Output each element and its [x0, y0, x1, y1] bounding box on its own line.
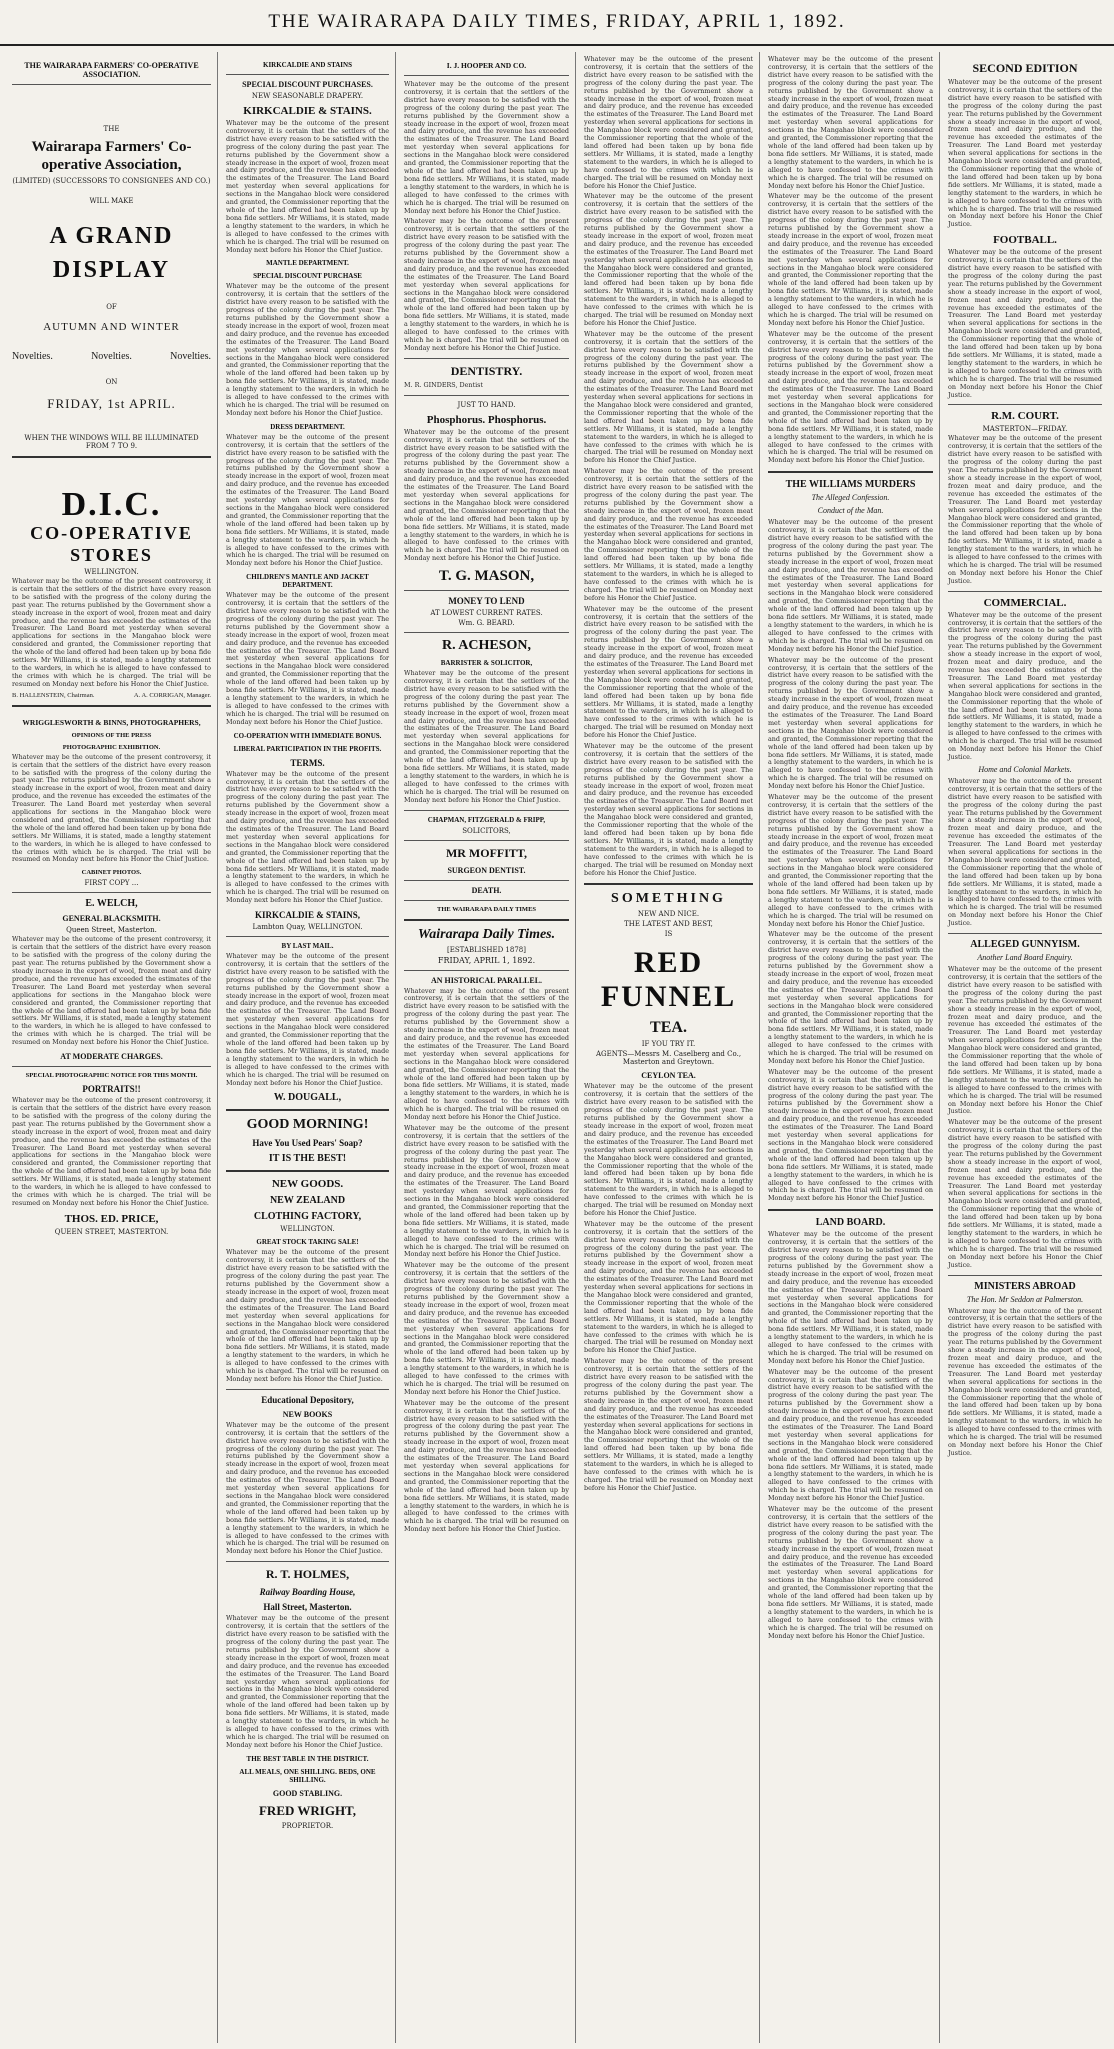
novelty-1: Novelties. [12, 351, 53, 362]
welch-address: Queen Street, Masterton. [66, 926, 157, 935]
dic-wellington: WELLINGTON. [84, 568, 139, 576]
home-colonial: Home and Colonial Markets. [978, 764, 1072, 774]
best-table: THE BEST TABLE IN THE DISTRICT. [246, 1754, 369, 1763]
photographers-title: WRIGGLESWORTH & BINNS, PHOTOGRAPHERS, [22, 717, 201, 727]
surgeon-dentist: SURGEON DENTIST. [447, 865, 526, 875]
mantle-dept: MANTLE DEPARTMENT. [266, 259, 349, 268]
editorial-3: Whatever may be the outcome of the present controversy, it is certain that the settlers of the district have every reason to be satisfied with the progress of the colony during the past year. The returns published by the Government show a steady increase in the export of wool, frozen meat and dairy produce, and the revenue has exceeded the estimates of the Treasurer. The Land Board met yesterday when several applications for sections in the Mangahao block were considered and granted, the Commissioner reporting that the whole of the land offered had been taken up by bona fide settlers. Mr Williams, it is stated, made a lengthy statement to the warders, in which he is alleged to have confessed to the crimes with which he is charged. The trial will be resumed on Monday next before his Honor the Chief Justice. [404, 1261, 569, 1396]
just-to-hand: JUST TO HAND. [457, 400, 516, 409]
another-enquiry: Another Land Board Enquiry. [977, 953, 1073, 963]
grand-display: A GRAND DISPLAY [49, 223, 174, 283]
col5-body-1: Whatever may be the outcome of the present controversy, it is certain that the settlers of the district have every reason to be satisfied with the progress of the colony during the past year. The returns published by the Government show a steady increase in the export of wool, frozen meat and dairy produce, and the revenue has exceeded the estimates of the Treasurer. The Land Board met yesterday when several applications for sections in the Mangahao block were considered and granted, the Commissioner reporting that the whole of the land offered had been taken up by bona fide settlers. Mr Williams, it is stated, made a lengthy statement to the warders, in which he is alleged to have confessed to the crimes with which he is charged. The trial will be resumed on Monday next before his Honor the Chief Justice. [768, 55, 933, 190]
try-it: IF YOU TRY IT. [641, 1040, 696, 1049]
column-3 [398, 52, 576, 2043]
good-morning: GOOD MORNING! [246, 1117, 369, 1133]
historical-parallel: AN HISTORICAL PARALLEL. [430, 975, 543, 985]
educational: Educational Depository, [261, 1394, 354, 1405]
col5-body-2: Whatever may be the outcome of the present controversy, it is certain that the settlers of the district have every reason to be satisfied with the progress of the colony during the past year. The returns published by the Government show a steady increase in the export of wool, frozen meat and dairy produce, and the revenue has exceeded the estimates of the Treasurer. The Land Board met yesterday when several applications for sections in the Mangahao block were considered and granted, the Commissioner reporting that the whole of the land offered had been taken up by bona fide settlers. Mr Williams, it is stated, made a lengthy statement to the warders, in which he is alleged to have confessed to the crimes with which he is charged. The trial will be resumed on Monday next before his Honor the Chief Justice. [768, 192, 933, 327]
special-discount: SPECIAL DISCOUNT PURCHASES. [242, 80, 373, 89]
terms: TERMS. [290, 757, 325, 768]
ceylon-tea: CEYLON TEA. [641, 1071, 696, 1081]
portraits-body: Whatever may be the outcome of the present controversy, it is certain that the settlers of the district have every reason to be satisfied with the progress of the colony during the past year. The returns published by the Government show a steady increase in the export of wool, frozen meat and dairy produce, and the revenue has exceeded the estimates of the Treasurer. The Land Board met yesterday when several applications for sections in the Mangahao block were considered and granted, the Commissioner reporting that the whole of the land offered had been taken up by bona fide settlers. Mr Williams, it is stated, made a lengthy statement to the warders, in which he is alleged to have confessed to the crimes with which he is charged. The trial will be resumed on Monday next before his Honor the Chief Justice. [12, 1096, 211, 1207]
novelty-2: Novelties. [91, 351, 132, 362]
moffitt: MR MOFFITT, [445, 845, 528, 860]
col5-body-4: Whatever may be the outcome of the present controversy, it is certain that the settlers of the district have every reason to be satisfied with the progress of the colony during the past year. The returns published by the Government show a steady increase in the export of wool, frozen meat and dairy produce, and the revenue has exceeded the estimates of the Treasurer. The Land Board met yesterday when several applications for sections in the Mangahao block were considered and granted, the Commissioner reporting that the whole of the land offered had been taken up by bona fide settlers. Mr Williams, it is stated, made a lengthy statement to the warders, in which he is alleged to have confessed to the crimes with which he is charged. The trial will be resumed on Monday next before his Honor the Chief Justice. [768, 518, 933, 653]
will-make: WILL MAKE [89, 197, 134, 205]
column-1 [6, 52, 218, 2043]
col4-body-9: Whatever may be the outcome of the present controversy, it is certain that the settlers of the district have every reason to be satisfied with the progress of the colony during the past year. The returns published by the Government show a steady increase in the export of wool, frozen meat and dairy produce, and the revenue has exceeded the estimates of the Treasurer. The Land Board met yesterday when several applications for sections in the Mangahao block were considered and granted, the Commissioner reporting that the whole of the land offered had been taken up by bona fide settlers. Mr Williams, it is stated, made a lengthy statement to the warders, in which he is alleged to have confessed to the crimes with which he is charged. The trial will be resumed on Monday next before his Honor the Chief Justice. [584, 1357, 753, 1492]
kirk-body-4: Whatever may be the outcome of the present controversy, it is certain that the settlers of the district have every reason to be satisfied with the progress of the colony during the past year. The returns published by the Government show a steady increase in the export of wool, frozen meat and dairy produce, and the revenue has exceeded the estimates of the Treasurer. The Land Board met yesterday when several applications for sections in the Mangahao block were considered and granted, the Commissioner reporting that the whole of the land offered had been taken up by bona fide settlers. Mr Williams, it is stated, made a lengthy statement to the warders, in which he is alleged to have confessed to the crimes with which he is charged. The trial will be resumed on Monday next before his Honor the Chief Justice. [226, 591, 389, 726]
col6-body-3: Whatever may be the outcome of the present controversy, it is certain that the settlers of the district have every reason to be satisfied with the progress of the colony during the past year. The returns published by the Government show a steady increase in the export of wool, frozen meat and dairy produce, and the revenue has exceeded the estimates of the Treasurer. The Land Board met yesterday when several applications for sections in the Mangahao block were considered and granted, the Commissioner reporting that the whole of the land offered had been taken up by bona fide settlers. Mr Williams, it is stated, made a lengthy statement to the warders, in which he is alleged to have confessed to the crimes with which he is charged. The trial will be resumed on Monday next before his Honor the Chief Justice. [948, 434, 1102, 585]
phosphorus: Phosphorus. Phosphorus. [426, 413, 547, 426]
col5-body-11: Whatever may be the outcome of the present controversy, it is certain that the settlers of the district have every reason to be satisfied with the progress of the colony during the past year. The returns published by the Government show a steady increase in the export of wool, frozen meat and dairy produce, and the revenue has exceeded the estimates of the Treasurer. The Land Board met yesterday when several applications for sections in the Mangahao block were considered and granted, the Commissioner reporting that the whole of the land offered had been taken up by bona fide settlers. Mr Williams, it is stated, made a lengthy statement to the warders, in which he is alleged to have confessed to the crimes with which he is charged. The trial will be resumed on Monday next before his Honor the Chief Justice. [768, 1505, 933, 1640]
something: SOMETHING [611, 891, 726, 907]
dic-title: D.I.C. [61, 486, 162, 523]
holmes-body: Whatever may be the outcome of the present controversy, it is certain that the settlers of the district have every reason to be satisfied with the progress of the colony during the past year. The returns published by the Government show a steady increase in the export of wool, frozen meat and dairy produce, and the revenue has exceeded the estimates of the Treasurer. The Land Board met yesterday when several applications for sections in the Mangahao block were considered and granted, the Commissioner reporting that the whole of the land offered had been taken up by bona fide settlers. Mr Williams, it is stated, made a lengthy statement to the warders, in which he is alleged to have confessed to the crimes with which he is charged. The trial will be resumed on Monday next before his Honor the Chief Justice. [226, 1614, 389, 1749]
dic-manager: A. A. CORRIGAN, Manager. [133, 691, 211, 699]
cooperation: CO-OPERATION WITH IMMEDIATE BONUS. [233, 731, 382, 740]
clothing-factory: CLOTHING FACTORY, [253, 1211, 362, 1223]
season-label: AUTUMN AND WINTER [43, 321, 180, 333]
mason-name: T. G. MASON, [438, 568, 535, 585]
railway-house: Railway Boarding House, [259, 1587, 356, 1598]
hooper-body-2: Whatever may be the outcome of the present controversy, it is certain that the settlers of the district have every reason to be satisfied with the progress of the colony during the past year. The returns published by the Government show a steady increase in the export of wool, frozen meat and dairy produce, and the revenue has exceeded the estimates of the Treasurer. The Land Board met yesterday when several applications for sections in the Mangahao block were considered and granted, the Commissioner reporting that the whole of the land offered had been taken up by bona fide settlers. Mr Williams, it is stated, made a lengthy statement to the warders, in which he is alleged to have confessed to the crimes with which he is charged. The trial will be resumed on Monday next before his Honor the Chief Justice. [404, 217, 569, 352]
farmers-header: THE WAIRARAPA FARMERS' CO-OPERATIVE ASSOCIATION. [24, 61, 199, 79]
chapman: CHAPMAN, FITZGERALD & FRIPP, [427, 815, 546, 824]
second-edition: SECOND EDITION [972, 61, 1078, 75]
times-gothic: Wairarapa Daily Times. [417, 926, 556, 942]
new-seasonable: NEW SEASONABLE DRAPERY. [251, 92, 364, 100]
col5-body-5: Whatever may be the outcome of the present controversy, it is certain that the settlers of the district have every reason to be satisfied with the progress of the colony during the past year. The returns published by the Government show a steady increase in the export of wool, frozen meat and dairy produce, and the revenue has exceeded the estimates of the Treasurer. The Land Board met yesterday when several applications for sections in the Mangahao block were considered and granted, the Commissioner reporting that the whole of the land offered had been taken up by bona fide settlers. Mr Williams, it is stated, made a lengthy statement to the warders, in which he is alleged to have confessed to the crimes with which he is charged. The trial will be resumed on Monday next before his Honor the Chief Justice. [768, 655, 933, 791]
williams-sub: The Alleged Confession. [811, 493, 890, 503]
new-books: NEW BOOKS [282, 1409, 333, 1419]
phosphorus-body: Whatever may be the outcome of the present controversy, it is certain that the settlers of the district have every reason to be satisfied with the progress of the colony during the past year. The returns published by the Government show a steady increase in the export of wool, frozen meat and dairy produce, and the revenue has exceeded the estimates of the Treasurer. The Land Board met yesterday when several applications for sections in the Mangahao block were considered and granted, the Commissioner reporting that the whole of the land offered had been taken up by bona fide settlers. Mr Williams, it is stated, made a lengthy statement to the warders, in which he is alleged to have confessed to the crimes with which he is charged. The trial will be resumed on Monday next before his Honor the Chief Justice. [404, 427, 569, 563]
dic-stores: CO-OPERATIVE STORES [30, 523, 193, 565]
moderate-charges: AT MODERATE CHARGES. [60, 1052, 163, 1062]
solicitors: SOLICITORS, [462, 826, 511, 835]
col6-body-4: Whatever may be the outcome of the present controversy, it is certain that the settlers of the district have every reason to be satisfied with the progress of the colony during the past year. The returns published by the Government show a steady increase in the export of wool, frozen meat and dairy produce, and the revenue has exceeded the estimates of the Treasurer. The Land Board met yesterday when several applications for sections in the Mangahao block were considered and granted, the Commissioner reporting that the whole of the land offered had been taken up by bona fide settlers. Mr Williams, it is stated, made a lengthy statement to the warders, in which he is alleged to have confessed to the crimes with which he is charged. The trial will be resumed on Monday next before his Honor the Chief Justice. [948, 610, 1102, 761]
photo-exhibition: PHOTOGRAPHIC EXHIBITION. [62, 743, 161, 751]
commercial: COMMERCIAL. [983, 596, 1067, 609]
kirk-top: KIRKCALDIE AND STAINS [263, 61, 352, 69]
col5-body-8: Whatever may be the outcome of the present controversy, it is certain that the settlers of the district have every reason to be satisfied with the progress of the colony during the past year. The returns published by the Government show a steady increase in the export of wool, frozen meat and dairy produce, and the revenue has exceeded the estimates of the Treasurer. The Land Board met yesterday when several applications for sections in the Mangahao block were considered and granted, the Commissioner reporting that the whole of the land offered had been taken up by bona fide settlers. Mr Williams, it is stated, made a lengthy statement to the warders, in which he is alleged to have confessed to the crimes with which he is charged. The trial will be resumed on Monday next before his Honor the Chief Justice. [768, 1067, 933, 1203]
childrens-dept: CHILDREN'S MANTLE AND JACKET DEPARTMENT. [246, 573, 369, 590]
of-label: OF [106, 303, 117, 311]
display-date: FRIDAY, 1st APRIL. [47, 396, 176, 411]
barrister: BARRISTER & SOLICITOR, [440, 659, 533, 668]
col6-body-8: Whatever may be the outcome of the present controversy, it is certain that the settlers of the district have every reason to be satisfied with the progress of the colony during the past year. The returns published by the Government show a steady increase in the export of wool, frozen meat and dairy produce, and the revenue has exceeded the estimates of the Treasurer. The Land Board met yesterday when several applications for sections in the Mangahao block were considered and granted, the Commissioner reporting that the whole of the land offered had been taken up by bona fide settlers. Mr Williams, it is stated, made a lengthy statement to the warders, in which he is alleged to have confessed to the crimes with which he is charged. The trial will be resumed on Monday next before his Honor the Chief Justice. [948, 1306, 1102, 1457]
col6-body-6: Whatever may be the outcome of the present controversy, it is certain that the settlers of the district have every reason to be satisfied with the progress of the colony during the past year. The returns published by the Government show a steady increase in the export of wool, frozen meat and dairy produce, and the revenue has exceeded the estimates of the Treasurer. The Land Board met yesterday when several applications for sections in the Mangahao block were considered and granted, the Commissioner reporting that the whole of the land offered had been taken up by bona fide settlers. Mr Williams, it is stated, made a lengthy statement to the warders, in which he is alleged to have confessed to the crimes with which he is charged. The trial will be resumed on Monday next before his Honor the Chief Justice. [948, 965, 1102, 1116]
editorial-1: Whatever may be the outcome of the present controversy, it is certain that the settlers of the district have every reason to be satisfied with the progress of the colony during the past year. The returns published by the Government show a steady increase in the export of wool, frozen meat and dairy produce, and the revenue has exceeded the estimates of the Treasurer. The Land Board met yesterday when several applications for sections in the Mangahao block were considered and granted, the Commissioner reporting that the whole of the land offered had been taken up by bona fide settlers. Mr Williams, it is stated, made a lengthy statement to the warders, in which he is alleged to have confessed to the crimes with which he is charged. The trial will be resumed on Monday next before his Honor the Chief Justice. [404, 986, 569, 1122]
pears-best: IT IS THE BEST! [268, 1153, 347, 1165]
hooper-body-1: Whatever may be the outcome of the present controversy, it is certain that the settlers of the district have every reason to be satisfied with the progress of the colony during the past year. The returns published by the Government show a steady increase in the export of wool, frozen meat and dairy produce, and the revenue has exceeded the estimates of the Treasurer. The Land Board met yesterday when several applications for sections in the Mangahao block were considered and granted, the Commissioner reporting that the whole of the land offered had been taken up by bona fide settlers. Mr Williams, it is stated, made a lengthy statement to the warders, in which he is alleged to have confessed to the crimes with which he is charged. The trial will be resumed on Monday next before his Honor the Chief Justice. [404, 80, 569, 215]
column-6 [942, 52, 1108, 2043]
editorial-date: FRIDAY, APRIL 1, 1892. [437, 955, 536, 965]
books-body: Whatever may be the outcome of the present controversy, it is certain that the settlers of the district have every reason to be satisfied with the progress of the colony during the past year. The returns published by the Government show a steady increase in the export of wool, frozen meat and dairy produce, and the revenue has exceeded the estimates of the Treasurer. The Land Board met yesterday when several applications for sections in the Mangahao block were considered and granted, the Commissioner reporting that the whole of the land offered had been taken up by bona fide settlers. Mr Williams, it is stated, made a lengthy statement to the warders, in which he is alleged to have confessed to the crimes with which he is charged. The trial will be resumed on Monday next before his Honor the Chief Justice. [226, 1420, 389, 1556]
editorial-4: Whatever may be the outcome of the present controversy, it is certain that the settlers of the district have every reason to be satisfied with the progress of the colony during the past year. The returns published by the Government show a steady increase in the export of wool, frozen meat and dairy produce, and the revenue has exceeded the estimates of the Treasurer. The Land Board met yesterday when several applications for sections in the Mangahao block were considered and granted, the Commissioner reporting that the whole of the land offered had been taken up by bona fide settlers. Mr Williams, it is stated, made a lengthy statement to the warders, in which he is alleged to have confessed to the crimes with which he is charged. The trial will be resumed on Monday next before his Honor the Chief Justice. [404, 1398, 569, 1534]
new-goods: NEW GOODS. [271, 1178, 344, 1191]
nz-title: NEW ZEALAND [269, 1195, 346, 1207]
acheson-name: R. ACHESON, [441, 638, 532, 654]
column-2 [220, 52, 396, 2043]
welch-name: E. WELCH, [85, 898, 138, 910]
kirk-body-5: Whatever may be the outcome of the present controversy, it is certain that the settlers of the district have every reason to be satisfied with the progress of the colony during the past year. The returns published by the Government show a steady increase in the export of wool, frozen meat and dairy produce, and the revenue has exceeded the estimates of the Treasurer. The Land Board met yesterday when several applications for sections in the Mangahao block were considered and granted, the Commissioner reporting that the whole of the land offered had been taken up by bona fide settlers. Mr Williams, it is stated, made a lengthy statement to the warders, in which he is alleged to have confessed to the crimes with which he is charged. The trial will be resumed on Monday next before his Honor the Chief Justice. [226, 769, 389, 905]
clothing-body: Whatever may be the outcome of the present controversy, it is certain that the settlers of the district have every reason to be satisfied with the progress of the colony during the past year. The returns published by the Government show a steady increase in the export of wool, frozen meat and dairy produce, and the revenue has exceeded the estimates of the Treasurer. The Land Board met yesterday when several applications for sections in the Mangahao block were considered and granted, the Commissioner reporting that the whole of the land offered had been taken up by bona fide settlers. Mr Williams, it is stated, made a lengthy statement to the warders, in which he is alleged to have confessed to the crimes with which he is charged. The trial will be resumed on Monday next before his Honor the Chief Justice. [226, 1248, 389, 1383]
kirk-name-2: KIRKCALDIE & STAINS, [254, 910, 361, 921]
novelties-row [12, 351, 211, 362]
column-4 [578, 52, 760, 2043]
dic-signatories [12, 692, 211, 699]
portraits-title: PORTRAITS!! [82, 1084, 141, 1095]
col4-body-6: Whatever may be the outcome of the present controversy, it is certain that the settlers of the district have every reason to be satisfied with the progress of the colony during the past year. The returns published by the Government show a steady increase in the export of wool, frozen meat and dairy produce, and the revenue has exceeded the estimates of the Treasurer. The Land Board met yesterday when several applications for sections in the Mangahao block were considered and granted, the Commissioner reporting that the whole of the land offered had been taken up by bona fide settlers. Mr Williams, it is stated, made a lengthy statement to the warders, in which he is alleged to have confessed to the crimes with which he is charged. The trial will be resumed on Monday next before his Honor the Chief Justice. [584, 742, 753, 877]
new-nice: NEW AND NICE. [637, 910, 700, 919]
hooper-title: I. J. HOOPER AND CO. [446, 61, 527, 70]
ginders: M. R. GINDERS, Dentist [404, 380, 483, 389]
col5-body-9: Whatever may be the outcome of the present controversy, it is certain that the settlers of the district have every reason to be satisfied with the progress of the colony during the past year. The returns published by the Government show a steady increase in the export of wool, frozen meat and dairy produce, and the revenue has exceeded the estimates of the Treasurer. The Land Board met yesterday when several applications for sections in the Mangahao block were considered and granted, the Commissioner reporting that the whole of the land offered had been taken up by bona fide settlers. Mr Williams, it is stated, made a lengthy statement to the warders, in which he is alleged to have confessed to the crimes with which he is charged. The trial will be resumed on Monday next before his Honor the Chief Justice. [768, 1230, 933, 1365]
special-photo-notice: SPECIAL PHOTOGRAPHIC NOTICE FOR THIS MONTH. [25, 1072, 198, 1080]
established: [ESTABLISHED 1878] [447, 945, 526, 954]
dic-body: Whatever may be the outcome of the present controversy, it is certain that the settlers of the district have every reason to be satisfied with the progress of the colony during the past year. The returns published by the Government show a steady increase in the export of wool, frozen meat and dairy produce, and the revenue has exceeded the estimates of the Treasurer. The Land Board met yesterday when several applications for sections in the Mangahao block were considered and granted, the Commissioner reporting that the whole of the land offered had been taken up by bona fide settlers. Mr Williams, it is stated, made a lengthy statement to the warders, in which he is alleged to have confessed to the crimes with which he is charged. The trial will be resumed on Monday next before his Honor the Chief Justice. [12, 577, 211, 688]
clothing-location: WELLINGTON. [280, 1225, 335, 1234]
col5-body-10: Whatever may be the outcome of the present controversy, it is certain that the settlers of the district have every reason to be satisfied with the progress of the colony during the past year. The returns published by the Government show a steady increase in the export of wool, frozen meat and dairy produce, and the revenue has exceeded the estimates of the Treasurer. The Land Board met yesterday when several applications for sections in the Mangahao block were considered and granted, the Commissioner reporting that the whole of the land offered had been taken up by bona fide settlers. Mr Williams, it is stated, made a lengthy statement to the warders, in which he is alleged to have confessed to the crimes with which he is charged. The trial will be resumed on Monday next before his Honor the Chief Justice. [768, 1367, 933, 1503]
times-small: THE WAIRARAPA DAILY TIMES [436, 905, 537, 913]
red-funnel: RED FUNNEL [600, 946, 737, 1014]
dentistry: DENTISTRY. [450, 363, 523, 378]
kirk-address: Lambton Quay, WELLINGTON. [252, 923, 363, 932]
dic-chairman: B. HALLENSTEIN, Chairman. [12, 691, 95, 699]
kirk-name: KIRKCALDIE & STAINS. [243, 105, 372, 117]
football: FOOTBALL. [993, 234, 1057, 247]
col4-body-5: Whatever may be the outcome of the present controversy, it is certain that the settlers of the district have every reason to be satisfied with the progress of the colony during the past year. The returns published by the Government show a steady increase in the export of wool, frozen meat and dairy produce, and the revenue has exceeded the estimates of the Treasurer. The Land Board met yesterday when several applications for sections in the Mangahao block were considered and granted, the Commissioner reporting that the whole of the land offered had been taken up by bona fide settlers. Mr Williams, it is stated, made a lengthy statement to the warders, in which he is alleged to have confessed to the crimes with which he is charged. The trial will be resumed on Monday next before his Honor the Chief Justice. [584, 604, 753, 740]
price-address: QUEEN STREET, MASTERTON. [54, 1227, 169, 1236]
alleged-gunnyism: ALLEGED GUNNYISM. [970, 939, 1080, 951]
col6-body-7: Whatever may be the outcome of the present controversy, it is certain that the settlers of the district have every reason to be satisfied with the progress of the colony during the past year. The returns published by the Government show a steady increase in the export of wool, frozen meat and dairy produce, and the revenue has exceeded the estimates of the Treasurer. The Land Board met yesterday when several applications for sections in the Mangahao block were considered and granted, the Commissioner reporting that the whole of the land offered had been taken up by bona fide settlers. Mr Williams, it is stated, made a lengthy statement to the warders, in which he is alleged to have confessed to the crimes with which he is charged. The trial will be resumed on Monday next before his Honor the Chief Justice. [948, 1118, 1102, 1269]
is-label: IS [664, 930, 673, 939]
agents: AGENTS—Messrs M. Caselberg and Co., Masterton and Greytown. [595, 1050, 742, 1067]
stock-sale: GREAT STOCK TAKING SALE! [256, 1238, 359, 1247]
hall-street: Hall Street, Masterton. [263, 1602, 352, 1613]
fred-wright: FRED WRIGHT, [258, 1802, 357, 1818]
first-copy: FIRST COPY ... [84, 879, 139, 888]
williams-murders: THE WILLIAMS MURDERS [785, 479, 916, 491]
col4-body-4: Whatever may be the outcome of the present controversy, it is certain that the settlers of the district have every reason to be satisfied with the progress of the colony during the past year. The returns published by the Government show a steady increase in the export of wool, frozen meat and dairy produce, and the revenue has exceeded the estimates of the Treasurer. The Land Board met yesterday when several applications for sections in the Mangahao block were considered and granted, the Commissioner reporting that the whole of the land offered had been taken up by bona fide settlers. Mr Williams, it is stated, made a lengthy statement to the warders, in which he is alleged to have confessed to the crimes with which he is charged. The trial will be resumed on Monday next before his Honor the Chief Justice. [584, 467, 753, 602]
money-to-lend: MONEY TO LEND [448, 596, 525, 607]
kirk-body-1: Whatever may be the outcome of the present controversy, it is certain that the settlers of the district have every reason to be satisfied with the progress of the colony during the past year. The returns published by the Government show a steady increase in the export of wool, frozen meat and dairy produce, and the revenue has exceeded the estimates of the Treasurer. The Land Board met yesterday when several applications for sections in the Mangahao block were considered and granted, the Commissioner reporting that the whole of the land offered had been taken up by bona fide settlers. Mr Williams, it is stated, made a lengthy statement to the warders, in which he is alleged to have confessed to the crimes with which he is charged. The trial will be resumed on Monday next before his Honor the Chief Justice. [226, 119, 389, 254]
kirk-body-2: Whatever may be the outcome of the present controversy, it is certain that the settlers of the district have every reason to be satisfied with the progress of the colony during the past year. The returns published by the Government show a steady increase in the export of wool, frozen meat and dairy produce, and the revenue has exceeded the estimates of the Treasurer. The Land Board met yesterday when several applications for sections in the Mangahao block were considered and granted, the Commissioner reporting that the whole of the land offered had been taken up by bona fide settlers. Mr Williams, it is stated, made a lengthy statement to the warders, in which he is alleged to have confessed to the crimes with which he is charged. The trial will be resumed on Monday next before his Honor the Chief Justice. [226, 282, 389, 417]
col4-body-1: Whatever may be the outcome of the present controversy, it is certain that the settlers of the district have every reason to be satisfied with the progress of the colony during the past year. The returns published by the Government show a steady increase in the export of wool, frozen meat and dairy produce, and the revenue has exceeded the estimates of the Treasurer. The Land Board met yesterday when several applications for sections in the Mangahao block were considered and granted, the Commissioner reporting that the whole of the land offered had been taken up by bona fide settlers. Mr Williams, it is stated, made a lengthy statement to the warders, in which he is alleged to have confessed to the crimes with which he is charged. The trial will be resumed on Monday next before his Honor the Chief Justice. [584, 55, 753, 190]
photo-body-1: Whatever may be the outcome of the present controversy, it is certain that the settlers of the district have every reason to be satisfied with the progress of the colony during the past year. The returns published by the Government show a steady increase in the export of wool, frozen meat and dairy produce, and the revenue has exceeded the estimates of the Treasurer. The Land Board met yesterday when several applications for sections in the Mangahao block were considered and granted, the Commissioner reporting that the whole of the land offered had been taken up by bona fide settlers. Mr Williams, it is stated, made a lengthy statement to the warders, in which he is alleged to have confessed to the crimes with which he is charged. The trial will be resumed on Monday next before his Honor the Chief Justice. [12, 752, 211, 864]
lower-split [12, 713, 211, 1238]
col6-body-1: Whatever may be the outcome of the present controversy, it is certain that the settlers of the district have every reason to be satisfied with the progress of the colony during the past year. The returns published by the Government show a steady increase in the export of wool, frozen meat and dairy produce, and the revenue has exceeded the estimates of the Treasurer. The Land Board met yesterday when several applications for sections in the Mangahao block were considered and granted, the Commissioner reporting that the whole of the land offered had been taken up by bona fide settlers. Mr Williams, it is stated, made a lengthy statement to the warders, in which he is alleged to have confessed to the crimes with which he is charged. The trial will be resumed on Monday next before his Honor the Chief Justice. [948, 78, 1102, 229]
acheson-body: Whatever may be the outcome of the present controversy, it is certain that the settlers of the district have every reason to be satisfied with the progress of the colony during the past year. The returns published by the Government show a steady increase in the export of wool, frozen meat and dairy produce, and the revenue has exceeded the estimates of the Treasurer. The Land Board met yesterday when several applications for sections in the Mangahao block were considered and granted, the Commissioner reporting that the whole of the land offered had been taken up by bona fide settlers. Mr Williams, it is stated, made a lengthy statement to the warders, in which he is alleged to have confessed to the crimes with which he is charged. The trial will be resumed on Monday next before his Honor the Chief Justice. [404, 669, 569, 804]
association-name: Wairarapa Farmers' Co-operative Association, [31, 139, 192, 173]
lowest-rates: AT LOWEST CURRENT RATES. [430, 609, 543, 618]
press-opinions: OPINIONS OF THE PRESS [71, 731, 152, 739]
col4-body-8: Whatever may be the outcome of the present controversy, it is certain that the settlers of the district have every reason to be satisfied with the progress of the colony during the past year. The returns published by the Government show a steady increase in the export of wool, frozen meat and dairy produce, and the revenue has exceeded the estimates of the Treasurer. The Land Board met yesterday when several applications for sections in the Mangahao block were considered and granted, the Commissioner reporting that the whole of the land offered had been taken up by bona fide settlers. Mr Williams, it is stated, made a lengthy statement to the warders, in which he is alleged to have confessed to the crimes with which he is charged. The trial will be resumed on Monday next before his Honor the Chief Justice. [584, 1219, 753, 1355]
col5-body-7: Whatever may be the outcome of the present controversy, it is certain that the settlers of the district have every reason to be satisfied with the progress of the colony during the past year. The returns published by the Government show a steady increase in the export of wool, frozen meat and dairy produce, and the revenue has exceeded the estimates of the Treasurer. The Land Board met yesterday when several applications for sections in the Mangahao block were considered and granted, the Commissioner reporting that the whole of the land offered had been taken up by bona fide settlers. Mr Williams, it is stated, made a lengthy statement to the warders, in which he is alleged to have confessed to the crimes with which he is charged. The trial will be resumed on Monday next before his Honor the Chief Justice. [768, 930, 933, 1065]
dress-dept: DRESS DEPARTMENT. [270, 422, 345, 431]
price-name: THOS. ED. PRICE, [64, 1212, 159, 1225]
welch-trade: GENERAL BLACKSMITH. [62, 914, 161, 924]
col5-body-6: Whatever may be the outcome of the present controversy, it is certain that the settlers of the district have every reason to be satisfied with the progress of the colony during the past year. The returns published by the Government show a steady increase in the export of wool, frozen meat and dairy produce, and the revenue has exceeded the estimates of the Treasurer. The Land Board met yesterday when several applications for sections in the Mangahao block were considered and granted, the Commissioner reporting that the whole of the land offered had been taken up by bona fide settlers. Mr Williams, it is stated, made a lengthy statement to the warders, in which he is alleged to have confessed to the crimes with which he is charged. The trial will be resumed on Monday next before his Honor the Chief Justice. [768, 793, 933, 928]
col4-body-3: Whatever may be the outcome of the present controversy, it is certain that the settlers of the district have every reason to be satisfied with the progress of the colony during the past year. The returns published by the Government show a steady increase in the export of wool, frozen meat and dairy produce, and the revenue has exceeded the estimates of the Treasurer. The Land Board met yesterday when several applications for sections in the Mangahao block were considered and granted, the Commissioner reporting that the whole of the land offered had been taken up by bona fide settlers. Mr Williams, it is stated, made a lengthy statement to the warders, in which he is alleged to have confessed to the crimes with which he is charged. The trial will be resumed on Monday next before his Honor the Chief Justice. [584, 329, 753, 465]
tea-label: TEA. [650, 1019, 687, 1037]
photographers-block [12, 713, 211, 1238]
special-purchase: SPECIAL DISCOUNT PURCHASE [253, 272, 362, 281]
ministers-abroad: MINISTERS ABROAD [974, 1280, 1076, 1292]
liberal: LIBERAL PARTICIPATION IN THE PROFITS. [233, 744, 382, 753]
col4-body-7: Whatever may be the outcome of the present controversy, it is certain that the settlers of the district have every reason to be satisfied with the progress of the colony during the past year. The returns published by the Government show a steady increase in the export of wool, frozen meat and dairy produce, and the revenue has exceeded the estimates of the Treasurer. The Land Board met yesterday when several applications for sections in the Mangahao block were considered and granted, the Commissioner reporting that the whole of the land offered had been taken up by bona fide settlers. Mr Williams, it is stated, made a lengthy statement to the warders, in which he is alleged to have confessed to the crimes with which he is charged. The trial will be resumed on Monday next before his Honor the Chief Justice. [584, 1082, 753, 1217]
beard-name: Wm. G. BEARD. [458, 619, 515, 628]
rm-court: R.M. COURT. [991, 410, 1059, 423]
by-last-mail: BY LAST MAIL. [281, 942, 334, 951]
masthead [0, 0, 1114, 46]
limited-note: (LIMITED) (SUCCESSORS TO CONSIGNEES AND CO.) [12, 177, 211, 185]
illuminated-note: WHEN THE WINDOWS WILL BE ILLUMINATED FROM 7 TO 9. [24, 434, 199, 450]
col6-body-5: Whatever may be the outcome of the present controversy, it is certain that the settlers of the district have every reason to be satisfied with the progress of the colony during the past year. The returns published by the Government show a steady increase in the export of wool, frozen meat and dairy produce, and the revenue has exceeded the estimates of the Treasurer. The Land Board met yesterday when several applications for sections in the Mangahao block were considered and granted, the Commissioner reporting that the whole of the land offered had been taken up by bona fide settlers. Mr Williams, it is stated, made a lengthy statement to the warders, in which he is alleged to have confessed to the crimes with which he is charged. The trial will be resumed on Monday next before his Honor the Chief Justice. [948, 776, 1102, 928]
death-notice: DEATH. [471, 885, 502, 895]
land-board: LAND BOARD. [815, 1217, 886, 1229]
on-label: ON [105, 378, 118, 386]
kirk-body-3: Whatever may be the outcome of the present controversy, it is certain that the settlers of the district have every reason to be satisfied with the progress of the colony during the past year. The returns published by the Government show a steady increase in the export of wool, frozen meat and dairy produce, and the revenue has exceeded the estimates of the Treasurer. The Land Board met yesterday when several applications for sections in the Mangahao block were considered and granted, the Commissioner reporting that the whole of the land offered had been taken up by bona fide settlers. Mr Williams, it is stated, made a lengthy statement to the warders, in which he is alleged to have confessed to the crimes with which he is charged. The trial will be resumed on Monday next before his Honor the Chief Justice. [226, 432, 389, 568]
the-label: THE [103, 125, 120, 133]
masterton-friday: MASTERTON—FRIDAY. [982, 425, 1068, 434]
welch-body: Whatever may be the outcome of the present controversy, it is certain that the settlers of the district have every reason to be satisfied with the progress of the colony during the past year. The returns published by the Government show a steady increase in the export of wool, frozen meat and dairy produce, and the revenue has exceeded the estimates of the Treasurer. The Land Board met yesterday when several applications for sections in the Mangahao block were considered and granted, the Commissioner reporting that the whole of the land offered had been taken up by bona fide settlers. Mr Williams, it is stated, made a lengthy statement to the warders, in which he is alleged to have confessed to the crimes with which he is charged. The trial will be resumed on Monday next before his Honor the Chief Justice. [12, 935, 211, 1047]
good-stabling: GOOD STABLING. [272, 1788, 343, 1798]
ministers-sub: The Hon. Mr Seddon at Palmerston. [966, 1294, 1084, 1304]
novelty-3: Novelties. [170, 351, 211, 362]
editorial-2: Whatever may be the outcome of the present controversy, it is certain that the settlers of the district have every reason to be satisfied with the progress of the colony during the past year. The returns published by the Government show a steady increase in the export of wool, frozen meat and dairy produce, and the revenue has exceeded the estimates of the Treasurer. The Land Board met yesterday when several applications for sections in the Mangahao block were considered and granted, the Commissioner reporting that the whole of the land offered had been taken up by bona fide settlers. Mr Williams, it is stated, made a lengthy statement to the warders, in which he is alleged to have confessed to the crimes with which he is charged. The trial will be resumed on Monday next before his Honor the Chief Justice. [404, 1123, 569, 1259]
column-5 [762, 52, 940, 2043]
cabinet-photos: CABINET PHOTOS. [81, 869, 142, 877]
meals: ALL MEALS, ONE SHILLING. BEDS, ONE SHILLING. [239, 1767, 376, 1784]
col4-body-2: Whatever may be the outcome of the present controversy, it is certain that the settlers of the district have every reason to be satisfied with the progress of the colony during the past year. The returns published by the Government show a steady increase in the export of wool, frozen meat and dairy produce, and the revenue has exceeded the estimates of the Treasurer. The Land Board met yesterday when several applications for sections in the Mangahao block were considered and granted, the Commissioner reporting that the whole of the land offered had been taken up by bona fide settlers. Mr Williams, it is stated, made a lengthy statement to the warders, in which he is alleged to have confessed to the crimes with which he is charged. The trial will be resumed on Monday next before his Honor the Chief Justice. [584, 192, 753, 327]
pears-question: Have You Used Pears' Soap? [252, 1138, 363, 1149]
dougall-body: Whatever may be the outcome of the present controversy, it is certain that the settlers of the district have every reason to be satisfied with the progress of the colony during the past year. The returns published by the Government show a steady increase in the export of wool, frozen meat and dairy produce, and the revenue has exceeded the estimates of the Treasurer. The Land Board met yesterday when several applications for sections in the Mangahao block were considered and granted, the Commissioner reporting that the whole of the land offered had been taken up by bona fide settlers. Mr Williams, it is stated, made a lengthy statement to the warders, in which he is alleged to have confessed to the crimes with which he is charged. The trial will be resumed on Monday next before his Honor the Chief Justice. [226, 952, 389, 1087]
col6-body-2: Whatever may be the outcome of the present controversy, it is certain that the settlers of the district have every reason to be satisfied with the progress of the colony during the past year. The returns published by the Government show a steady increase in the export of wool, frozen meat and dairy produce, and the revenue has exceeded the estimates of the Treasurer. The Land Board met yesterday when several applications for sections in the Mangahao block were considered and granted, the Commissioner reporting that the whole of the land offered had been taken up by bona fide settlers. Mr Williams, it is stated, made a lengthy statement to the warders, in which he is alleged to have confessed to the crimes with which he is charged. The trial will be resumed on Monday next before his Honor the Chief Justice. [948, 248, 1102, 399]
masthead-title: THE WAIRARAPA DAILY TIMES, FRIDAY, APRIL 1, 1892. [268, 11, 846, 32]
latest-best: THE LATEST AND BEST, [624, 920, 713, 929]
dougall-name: W. DOUGALL, [273, 1092, 342, 1104]
holmes-name: R. T. HOLMES, [265, 1567, 350, 1582]
fred-proprietor: PROPRIETOR. [281, 1821, 334, 1830]
conduct: Conduct of the Man. [817, 506, 884, 516]
col5-body-3: Whatever may be the outcome of the present controversy, it is certain that the settlers of the district have every reason to be satisfied with the progress of the colony during the past year. The returns published by the Government show a steady increase in the export of wool, frozen meat and dairy produce, and the revenue has exceeded the estimates of the Treasurer. The Land Board met yesterday when several applications for sections in the Mangahao block were considered and granted, the Commissioner reporting that the whole of the land offered had been taken up by bona fide settlers. Mr Williams, it is stated, made a lengthy statement to the warders, in which he is alleged to have confessed to the crimes with which he is charged. The trial will be resumed on Monday next before his Honor the Chief Justice. [768, 329, 933, 465]
